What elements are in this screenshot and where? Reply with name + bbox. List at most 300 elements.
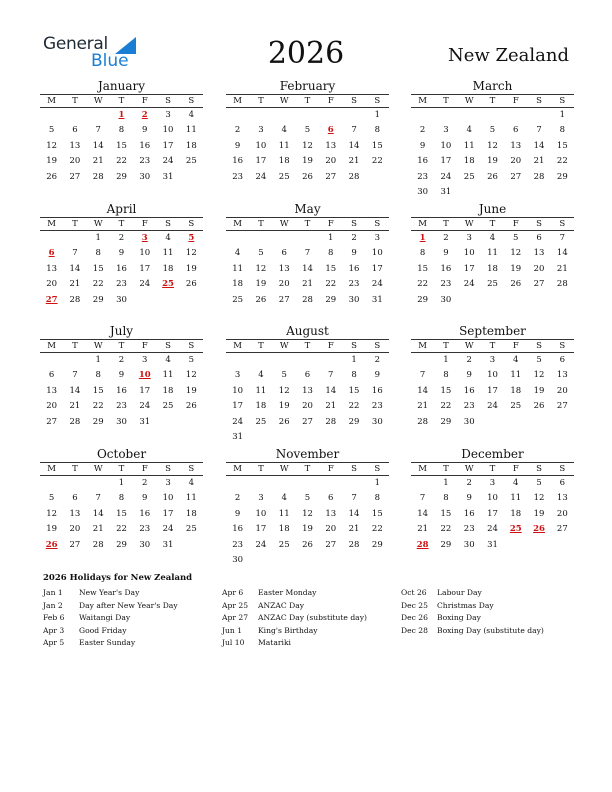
empty-cell bbox=[249, 430, 272, 445]
empty-cell bbox=[296, 353, 319, 369]
weekday-header: F bbox=[319, 340, 342, 353]
weekday-header: M bbox=[411, 95, 434, 108]
weekday-header: T bbox=[110, 340, 133, 353]
day-cell: 11 bbox=[510, 493, 522, 504]
day-cell: 20 bbox=[325, 524, 337, 535]
weekday-header: T bbox=[296, 463, 319, 476]
day-cell: 1 bbox=[443, 478, 449, 488]
day-cell: 29 bbox=[417, 294, 429, 305]
empty-cell bbox=[180, 170, 203, 185]
empty-cell bbox=[458, 293, 481, 308]
weekday-header: W bbox=[458, 463, 481, 476]
month-table bbox=[411, 462, 574, 553]
day-cell: 13 bbox=[533, 248, 545, 259]
day-cell: 3 bbox=[489, 355, 496, 365]
empty-cell bbox=[296, 231, 319, 247]
day-cell: 8 bbox=[328, 248, 334, 259]
day-cell: 2 bbox=[374, 355, 381, 365]
month-title: February bbox=[279, 79, 336, 93]
month-grid bbox=[40, 78, 574, 568]
day-cell: 23 bbox=[116, 279, 127, 290]
weekday-header: S bbox=[366, 340, 389, 353]
header bbox=[0, 0, 612, 80]
day-cell: 12 bbox=[185, 248, 197, 259]
holiday-date: Apr 3 bbox=[43, 625, 65, 635]
day-cell: 17 bbox=[440, 156, 452, 167]
empty-cell bbox=[411, 353, 434, 369]
day-cell: 20 bbox=[533, 263, 545, 274]
holiday-name: Easter Sunday bbox=[79, 638, 136, 648]
weekday-header: T bbox=[110, 463, 133, 476]
holiday-day-cell: 3 bbox=[141, 233, 148, 243]
weekday-header: S bbox=[156, 340, 179, 353]
weekday-header: M bbox=[411, 340, 434, 353]
day-cell: 29 bbox=[325, 294, 337, 305]
weekday-header: M bbox=[40, 218, 63, 231]
holiday-entry bbox=[222, 600, 367, 613]
day-cell: 16 bbox=[116, 263, 127, 274]
empty-cell bbox=[527, 185, 550, 200]
day-cell: 9 bbox=[118, 370, 125, 381]
empty-cell bbox=[296, 476, 319, 492]
empty-cell bbox=[63, 476, 86, 492]
weekday-header: T bbox=[434, 95, 457, 108]
day-cell: 3 bbox=[443, 125, 449, 136]
empty-cell bbox=[319, 353, 342, 369]
week-row bbox=[40, 139, 203, 154]
empty-cell bbox=[481, 108, 504, 124]
week-row bbox=[411, 123, 574, 138]
holiday-date: Jun 1 bbox=[222, 625, 243, 635]
day-cell: 10 bbox=[162, 493, 174, 504]
month-table bbox=[40, 339, 203, 430]
month-table bbox=[40, 94, 203, 185]
day-cell: 3 bbox=[234, 370, 241, 381]
empty-cell bbox=[366, 170, 389, 185]
empty-cell bbox=[273, 231, 296, 247]
day-cell: 2 bbox=[118, 355, 125, 365]
day-cell: 22 bbox=[440, 401, 452, 412]
day-cell: 25 bbox=[278, 171, 290, 182]
day-cell: 6 bbox=[72, 125, 78, 136]
day-cell: 14 bbox=[92, 140, 104, 151]
day-cell: 4 bbox=[258, 370, 264, 381]
week-row bbox=[40, 538, 203, 553]
day-cell: 27 bbox=[556, 401, 568, 412]
logo-word-blue: Blue bbox=[91, 51, 129, 71]
week-row bbox=[226, 231, 389, 247]
day-cell: 16 bbox=[440, 263, 452, 274]
month-title: August bbox=[286, 324, 329, 338]
day-cell: 6 bbox=[48, 370, 55, 381]
day-cell: 1 bbox=[443, 355, 449, 365]
empty-cell bbox=[342, 476, 365, 492]
day-cell: 5 bbox=[304, 125, 311, 136]
day-cell: 21 bbox=[417, 524, 429, 535]
day-cell: 1 bbox=[95, 233, 101, 243]
day-cell: 20 bbox=[302, 401, 313, 412]
week-row bbox=[40, 246, 203, 261]
week-row bbox=[40, 108, 203, 124]
day-cell: 1 bbox=[95, 355, 101, 365]
holiday-day-cell: 26 bbox=[45, 539, 58, 550]
week-row bbox=[411, 139, 574, 154]
holiday-day-cell: 27 bbox=[45, 294, 58, 305]
day-cell: 13 bbox=[46, 385, 58, 396]
day-cell: 24 bbox=[255, 171, 267, 182]
day-cell: 4 bbox=[466, 125, 472, 136]
day-cell: 8 bbox=[443, 370, 449, 381]
day-cell: 14 bbox=[69, 385, 81, 396]
week-row bbox=[226, 430, 389, 445]
day-cell: 26 bbox=[255, 294, 267, 305]
week-row bbox=[226, 507, 389, 522]
month-table bbox=[411, 339, 574, 430]
day-cell: 13 bbox=[325, 140, 337, 151]
day-cell: 30 bbox=[348, 294, 360, 305]
day-cell: 30 bbox=[463, 416, 475, 427]
day-cell: 18 bbox=[162, 263, 174, 274]
day-cell: 26 bbox=[533, 401, 545, 412]
day-cell: 4 bbox=[165, 355, 171, 365]
day-cell: 31 bbox=[440, 187, 452, 198]
day-cell: 8 bbox=[118, 125, 125, 136]
empty-cell bbox=[63, 108, 86, 124]
weekday-header: T bbox=[296, 95, 319, 108]
day-cell: 13 bbox=[325, 508, 337, 519]
day-cell: 20 bbox=[46, 279, 58, 290]
day-cell: 8 bbox=[419, 248, 426, 259]
day-cell: 7 bbox=[351, 125, 357, 136]
holiday-entry bbox=[43, 587, 178, 600]
week-row bbox=[411, 231, 574, 247]
day-cell: 12 bbox=[185, 370, 197, 381]
day-cell: 15 bbox=[371, 508, 383, 519]
day-cell: 31 bbox=[487, 539, 498, 550]
day-cell: 15 bbox=[556, 140, 568, 151]
empty-cell bbox=[319, 108, 342, 124]
day-cell: 26 bbox=[487, 171, 498, 182]
day-cell: 12 bbox=[46, 508, 58, 519]
day-cell: 12 bbox=[302, 140, 313, 151]
day-cell: 2 bbox=[466, 355, 472, 365]
day-cell: 25 bbox=[463, 171, 475, 182]
empty-cell bbox=[342, 108, 365, 124]
day-cell: 18 bbox=[185, 140, 197, 151]
day-cell: 18 bbox=[162, 385, 174, 396]
empty-cell bbox=[551, 538, 574, 553]
month-table bbox=[226, 339, 389, 445]
weekday-header: T bbox=[481, 463, 504, 476]
day-cell: 15 bbox=[348, 385, 360, 396]
day-cell: 8 bbox=[118, 493, 125, 504]
week-row bbox=[40, 277, 203, 292]
day-cell: 9 bbox=[443, 248, 449, 259]
holiday-date: Dec 26 bbox=[401, 613, 428, 623]
day-cell: 20 bbox=[556, 508, 568, 519]
day-cell: 17 bbox=[487, 508, 498, 519]
month-title: March bbox=[472, 79, 513, 93]
empty-cell bbox=[180, 293, 203, 308]
empty-cell bbox=[273, 553, 296, 568]
weekday-header: F bbox=[504, 95, 527, 108]
day-cell: 23 bbox=[463, 524, 475, 535]
day-cell: 25 bbox=[162, 401, 174, 412]
day-cell: 15 bbox=[116, 140, 127, 151]
weekday-header: T bbox=[63, 218, 86, 231]
day-cell: 1 bbox=[328, 233, 334, 243]
week-row bbox=[40, 415, 203, 430]
day-cell: 20 bbox=[69, 524, 81, 535]
empty-cell bbox=[342, 430, 365, 445]
empty-cell bbox=[411, 476, 434, 492]
day-cell: 12 bbox=[487, 140, 498, 151]
weekday-header: M bbox=[226, 218, 249, 231]
holiday-date: Dec 25 bbox=[401, 600, 428, 610]
holiday-date: Jul 10 bbox=[222, 638, 245, 648]
month-title: January bbox=[97, 79, 146, 93]
week-row bbox=[411, 170, 574, 185]
month-october bbox=[40, 446, 203, 553]
weekday-header: T bbox=[249, 95, 272, 108]
day-cell: 14 bbox=[92, 508, 104, 519]
day-cell: 27 bbox=[325, 539, 337, 550]
empty-cell bbox=[249, 553, 272, 568]
day-cell: 16 bbox=[232, 156, 244, 167]
week-row bbox=[226, 538, 389, 553]
day-cell: 11 bbox=[185, 493, 197, 504]
day-cell: 14 bbox=[302, 263, 313, 274]
day-cell: 19 bbox=[185, 263, 197, 274]
empty-cell bbox=[458, 185, 481, 200]
weekday-header: S bbox=[366, 463, 389, 476]
day-cell: 5 bbox=[489, 125, 496, 136]
weekday-header: M bbox=[40, 95, 63, 108]
day-cell: 28 bbox=[325, 416, 337, 427]
holiday-name: Easter Monday bbox=[258, 588, 317, 597]
day-cell: 1 bbox=[374, 478, 381, 488]
day-cell: 10 bbox=[487, 370, 498, 381]
day-cell: 4 bbox=[513, 355, 519, 365]
day-cell: 31 bbox=[139, 416, 151, 427]
day-cell: 27 bbox=[69, 171, 81, 182]
day-cell: 9 bbox=[466, 493, 472, 504]
holiday-entry bbox=[43, 637, 178, 650]
day-cell: 26 bbox=[185, 401, 197, 412]
day-cell: 31 bbox=[162, 171, 174, 182]
week-row bbox=[40, 262, 203, 277]
weekday-header: S bbox=[551, 463, 574, 476]
day-cell: 19 bbox=[46, 156, 58, 167]
day-cell: 8 bbox=[374, 493, 381, 504]
day-cell: 5 bbox=[536, 355, 542, 365]
weekday-header: M bbox=[226, 95, 249, 108]
day-cell: 29 bbox=[116, 171, 127, 182]
weekday-header: S bbox=[527, 95, 550, 108]
weekday-header: F bbox=[319, 463, 342, 476]
holiday-entry bbox=[43, 600, 178, 613]
day-cell: 22 bbox=[371, 156, 383, 167]
weekday-header: S bbox=[527, 218, 550, 231]
day-cell: 28 bbox=[417, 416, 429, 427]
day-cell: 24 bbox=[162, 524, 174, 535]
month-march bbox=[411, 78, 574, 200]
week-row bbox=[40, 154, 203, 169]
day-cell: 27 bbox=[556, 524, 568, 535]
day-cell: 25 bbox=[487, 279, 498, 290]
holiday-name: Boxing Day bbox=[437, 613, 481, 623]
weekday-header: M bbox=[226, 463, 249, 476]
day-cell: 14 bbox=[348, 508, 360, 519]
day-cell: 12 bbox=[302, 508, 313, 519]
week-row bbox=[226, 108, 389, 124]
empty-cell bbox=[226, 231, 249, 247]
day-cell: 17 bbox=[255, 156, 267, 167]
day-cell: 18 bbox=[278, 524, 290, 535]
day-cell: 4 bbox=[281, 493, 287, 504]
day-cell: 24 bbox=[487, 524, 498, 535]
empty-cell bbox=[40, 353, 63, 369]
day-cell: 18 bbox=[278, 156, 290, 167]
day-cell: 11 bbox=[278, 508, 290, 519]
day-cell: 23 bbox=[116, 401, 127, 412]
weekday-header: S bbox=[156, 463, 179, 476]
day-cell: 16 bbox=[116, 385, 127, 396]
empty-cell bbox=[156, 415, 179, 430]
holiday-day-cell: 25 bbox=[509, 524, 522, 535]
day-cell: 11 bbox=[232, 263, 244, 274]
month-table bbox=[226, 217, 389, 308]
day-cell: 21 bbox=[302, 279, 313, 290]
day-cell: 25 bbox=[185, 524, 197, 535]
holiday-day-cell: 1 bbox=[419, 233, 426, 243]
weekday-header: S bbox=[342, 340, 365, 353]
day-cell: 18 bbox=[510, 385, 522, 396]
week-row bbox=[411, 399, 574, 414]
day-cell: 9 bbox=[419, 140, 426, 151]
day-cell: 12 bbox=[533, 370, 545, 381]
month-title: October bbox=[96, 447, 147, 461]
empty-cell bbox=[87, 476, 110, 492]
day-cell: 18 bbox=[185, 508, 197, 519]
holiday-entry bbox=[43, 612, 178, 625]
day-cell: 6 bbox=[328, 493, 334, 504]
month-february bbox=[226, 78, 389, 185]
day-cell: 15 bbox=[417, 263, 429, 274]
empty-cell bbox=[481, 293, 504, 308]
day-cell: 5 bbox=[48, 493, 55, 504]
empty-cell bbox=[156, 293, 179, 308]
month-title: May bbox=[294, 202, 321, 216]
day-cell: 7 bbox=[419, 493, 426, 504]
day-cell: 27 bbox=[46, 416, 58, 427]
day-cell: 28 bbox=[533, 171, 545, 182]
day-cell: 29 bbox=[440, 539, 452, 550]
empty-cell bbox=[296, 430, 319, 445]
day-cell: 20 bbox=[556, 385, 568, 396]
day-cell: 10 bbox=[162, 125, 174, 136]
month-table bbox=[226, 94, 389, 185]
weekday-header: T bbox=[249, 340, 272, 353]
weekday-header: M bbox=[40, 340, 63, 353]
holiday-column bbox=[222, 587, 367, 650]
day-cell: 21 bbox=[92, 156, 104, 167]
day-cell: 16 bbox=[417, 156, 429, 167]
day-cell: 6 bbox=[304, 370, 311, 381]
day-cell: 2 bbox=[118, 233, 125, 243]
empty-cell bbox=[40, 231, 63, 247]
week-row bbox=[411, 353, 574, 369]
day-cell: 26 bbox=[278, 416, 290, 427]
week-row bbox=[226, 384, 389, 399]
day-cell: 14 bbox=[348, 140, 360, 151]
day-cell: 19 bbox=[278, 401, 290, 412]
day-cell: 14 bbox=[556, 248, 568, 259]
day-cell: 20 bbox=[278, 279, 290, 290]
day-cell: 24 bbox=[371, 279, 383, 290]
empty-cell bbox=[249, 353, 272, 369]
weekday-header: S bbox=[551, 95, 574, 108]
week-row bbox=[40, 231, 203, 247]
weekday-header: T bbox=[110, 95, 133, 108]
holiday-name: New Year's Day bbox=[79, 588, 140, 597]
day-cell: 13 bbox=[46, 263, 58, 274]
empty-cell bbox=[319, 476, 342, 492]
day-cell: 14 bbox=[69, 263, 81, 274]
empty-cell bbox=[249, 108, 272, 124]
day-cell: 11 bbox=[487, 248, 498, 259]
weekday-header: F bbox=[504, 463, 527, 476]
weekday-header: F bbox=[504, 218, 527, 231]
day-cell: 23 bbox=[371, 401, 383, 412]
weekday-header: S bbox=[156, 218, 179, 231]
empty-cell bbox=[481, 415, 504, 430]
holiday-column bbox=[401, 587, 544, 637]
day-cell: 3 bbox=[489, 478, 496, 488]
holiday-entry bbox=[401, 600, 544, 613]
weekday-header: S bbox=[527, 340, 550, 353]
day-cell: 11 bbox=[463, 140, 475, 151]
day-cell: 21 bbox=[325, 401, 337, 412]
weekday-header: T bbox=[63, 95, 86, 108]
day-cell: 14 bbox=[325, 385, 337, 396]
week-row bbox=[411, 507, 574, 522]
day-cell: 10 bbox=[487, 493, 498, 504]
day-cell: 24 bbox=[139, 401, 151, 412]
day-cell: 22 bbox=[325, 279, 337, 290]
weekday-header: W bbox=[458, 218, 481, 231]
weekday-header: T bbox=[434, 340, 457, 353]
month-june bbox=[411, 201, 574, 308]
holiday-entry bbox=[401, 587, 544, 600]
day-cell: 27 bbox=[278, 294, 290, 305]
weekday-header: T bbox=[63, 463, 86, 476]
day-cell: 22 bbox=[92, 279, 104, 290]
weekday-header: M bbox=[40, 463, 63, 476]
day-cell: 13 bbox=[69, 508, 81, 519]
holiday-day-cell: 2 bbox=[141, 110, 148, 120]
month-august bbox=[226, 323, 389, 445]
day-cell: 6 bbox=[513, 125, 519, 136]
day-cell: 18 bbox=[487, 263, 498, 274]
weekday-header: S bbox=[342, 95, 365, 108]
day-cell: 18 bbox=[510, 508, 522, 519]
empty-cell bbox=[249, 231, 272, 247]
day-cell: 13 bbox=[302, 385, 313, 396]
week-row bbox=[226, 293, 389, 308]
day-cell: 9 bbox=[142, 125, 148, 136]
day-cell: 7 bbox=[351, 493, 357, 504]
